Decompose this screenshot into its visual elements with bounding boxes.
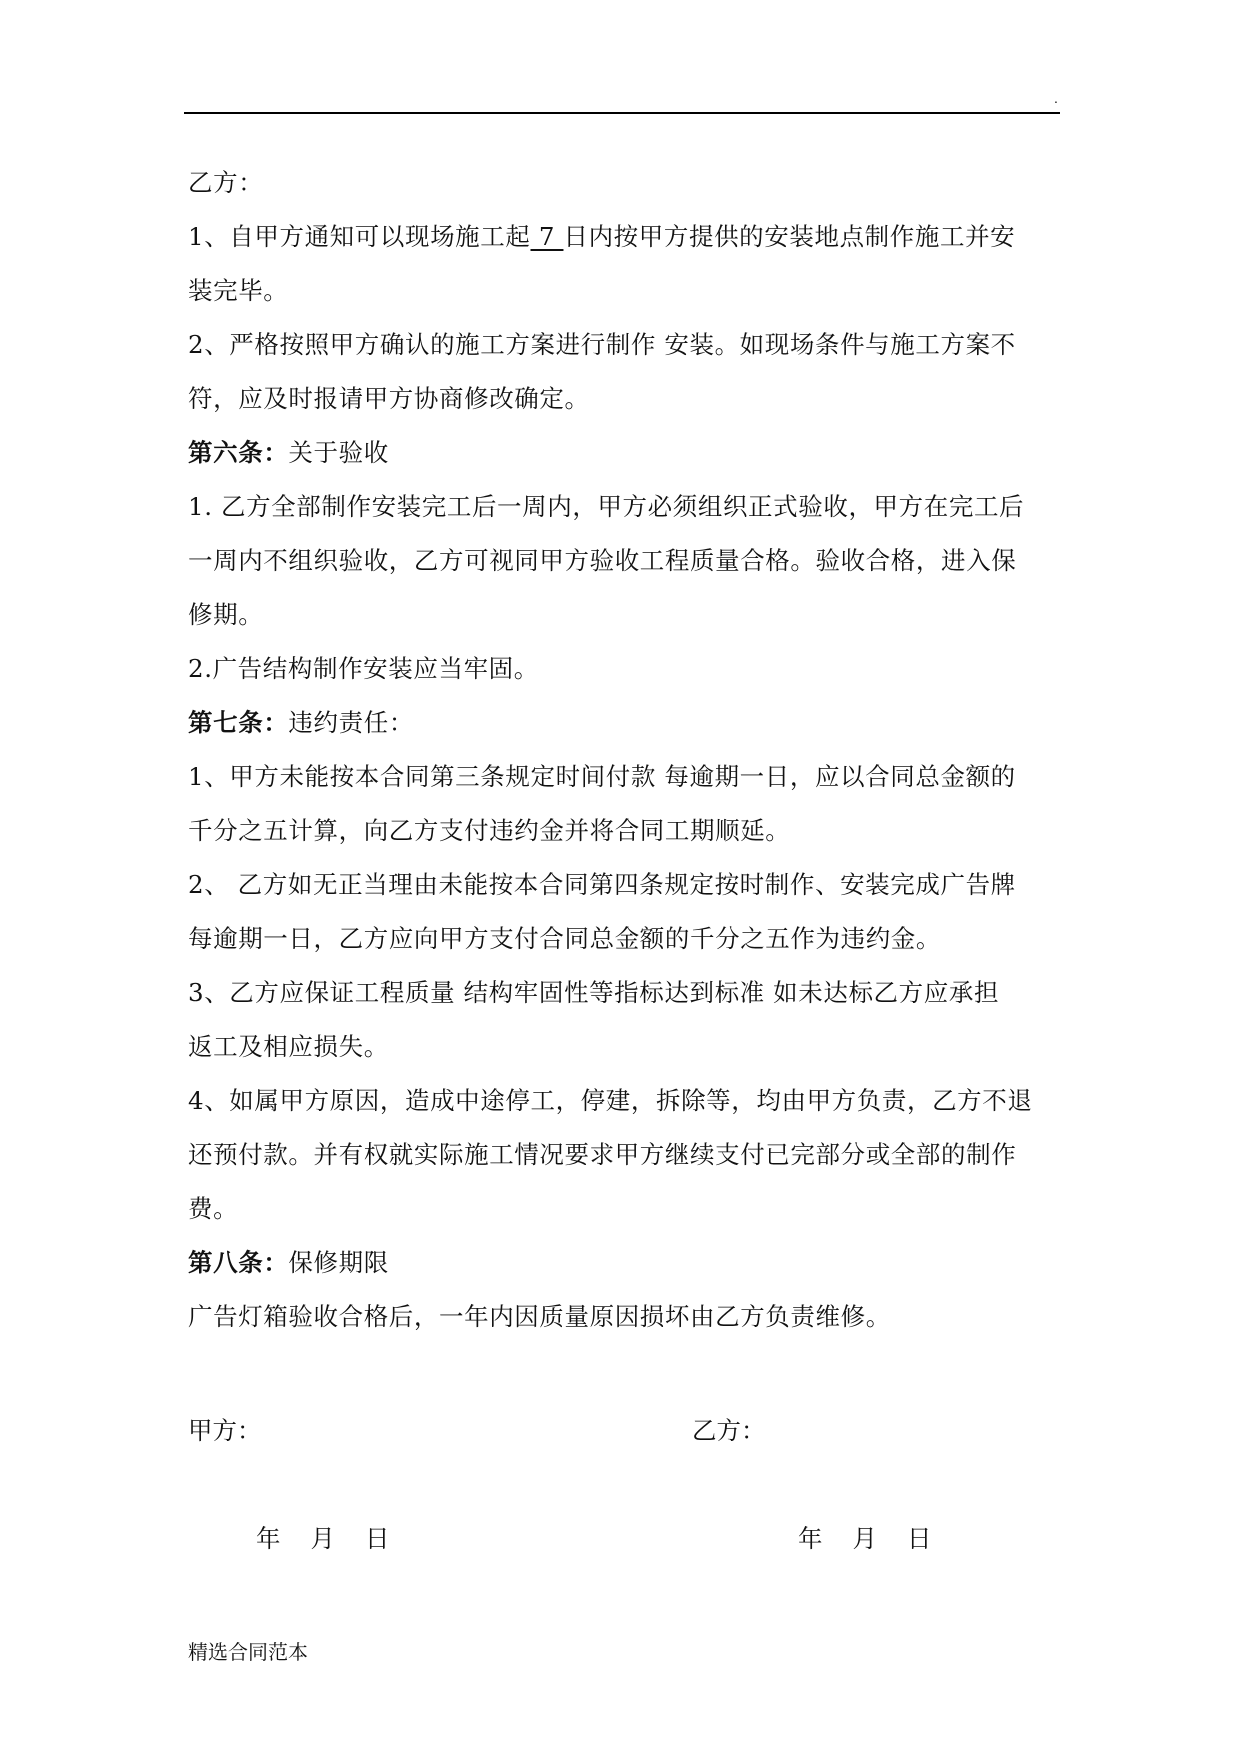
day-label: 日	[365, 1524, 390, 1553]
article-8-heading: 第八条：保修期限	[188, 1248, 389, 1277]
header-mark: .	[1054, 90, 1058, 106]
month-label: 月	[852, 1524, 877, 1553]
article-6-1-line-1: 1. 乙方全部制作安装完工后一周内，甲方必须组织正式验收，甲方在完工后	[188, 492, 1025, 521]
day-label: 日	[907, 1524, 932, 1553]
article-7-4-line-1: 4、如属甲方原因，造成中途停工，停建，拆除等，均由甲方负责，乙方不退	[188, 1086, 1033, 1115]
article-7-1-line-2: 千分之五计算，向乙方支付违约金并将合同工期顺延。	[188, 816, 791, 845]
article-7-4-line-2: 还预付款。并有权就实际施工情况要求甲方继续支付已完部分或全部的制作	[188, 1140, 1017, 1169]
party-a-date	[256, 1520, 420, 1555]
days-blank: 7	[530, 222, 564, 251]
item-2-line-2: 符，应及时报请甲方协商修改确定。	[188, 384, 590, 413]
item-1-line-2: 装完毕。	[188, 276, 289, 305]
article-6-title: 关于验收	[288, 438, 389, 467]
article-7-4-line-3: 费。	[188, 1194, 239, 1223]
article-8-text: 广告灯箱验收合格后，一年内因质量原因损坏由乙方负责维修。	[188, 1302, 891, 1331]
article-6-1-line-3: 修期。	[188, 600, 264, 629]
article-6-2: 2.广告结构制作安装应当牢固。	[188, 654, 539, 683]
party-b-heading: 乙方：	[188, 168, 264, 197]
contract-body	[188, 156, 1088, 1344]
article-8-title: 保修期限	[288, 1248, 389, 1277]
party-b-date	[798, 1520, 962, 1555]
article-7-1-line-1: 1、甲方未能按本合同第三条规定时间付款 每逾期一日，应以合同总金额的	[188, 762, 1016, 791]
article-7-label: 第七条	[188, 708, 264, 737]
item-1-line-1: 1、自甲方通知可以现场施工起 7 日内按甲方提供的安装地点制作施工并安	[188, 222, 1016, 251]
party-a-signature-label: 甲方：	[188, 1416, 262, 1445]
article-6-heading: 第六条：关于验收	[188, 438, 389, 467]
year-label: 年	[798, 1524, 823, 1553]
article-7-2-line-1: 2、 乙方如无正当理由未能按本合同第四条规定按时制作、安装完成广告牌	[188, 870, 1016, 899]
year-label: 年	[256, 1524, 281, 1553]
article-8-label: 第八条	[188, 1248, 264, 1277]
article-7-heading: 第七条：违约责任：	[188, 708, 414, 737]
article-7-title: 违约责任：	[288, 708, 414, 737]
article-7-3-line-1: 3、乙方应保证工程质量 结构牢固性等指标达到标准 如未达标乙方应承担	[188, 978, 1000, 1007]
article-7-2-line-2: 每逾期一日，乙方应向甲方支付合同总金额的千分之五作为违约金。	[188, 924, 941, 953]
article-6-label: 第六条	[188, 438, 264, 467]
party-b-signature-label: 乙方：	[692, 1416, 766, 1445]
item-2-line-1: 2、严格按照甲方确认的施工方案进行制作 安装。如现场条件与施工方案不	[188, 330, 1016, 359]
article-6-1-line-2: 一周内不组织验收，乙方可视同甲方验收工程质量合格。验收合格，进入保	[188, 546, 1017, 575]
article-7-3-line-2: 返工及相应损失。	[188, 1032, 389, 1061]
month-label: 月	[310, 1524, 335, 1553]
header-rule	[184, 112, 1060, 114]
footer-text: 精选合同范本	[188, 1640, 308, 1664]
